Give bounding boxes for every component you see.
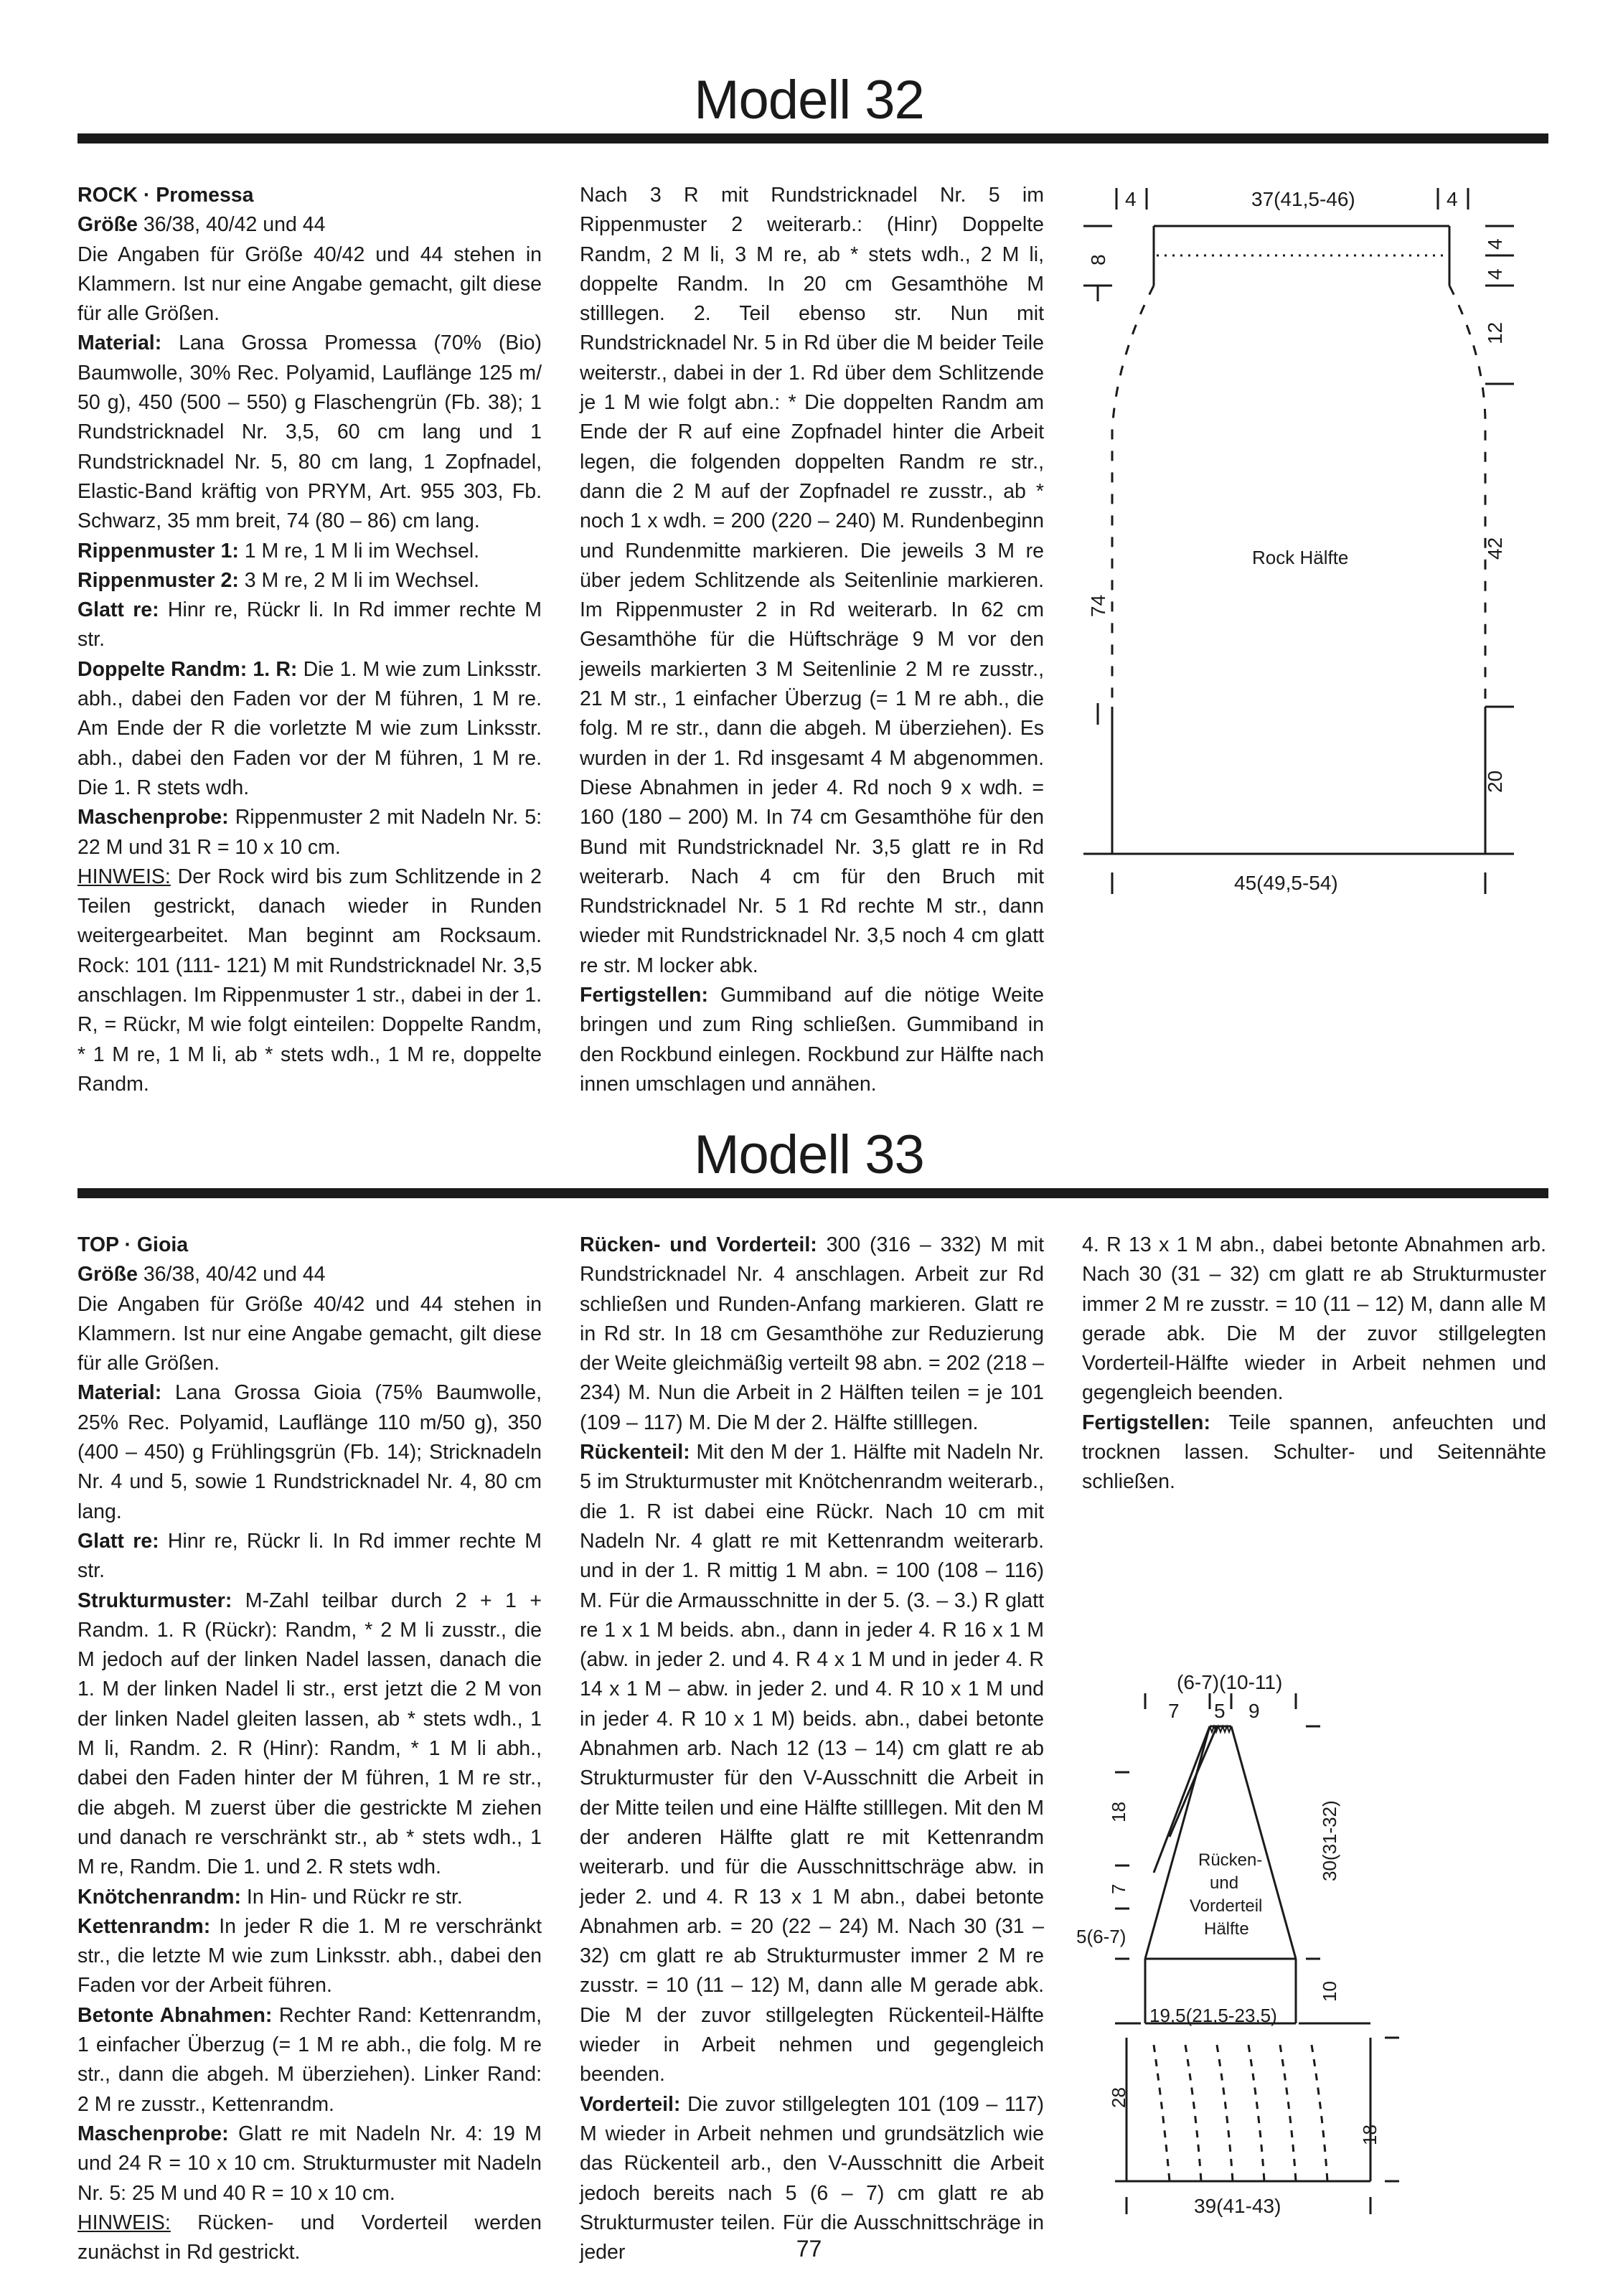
paragraph-text: 36/38, 40/42 und 44 bbox=[137, 213, 326, 237]
top-center-label-4: Hälfte bbox=[1204, 1919, 1249, 1939]
skirt-right-12-label: 12 bbox=[1484, 321, 1506, 344]
paragraph-text: Die 1. M wie zum Linksstr. abh., dabei den Faden vor der M führen, 1 M re. Am Ende der R die vorletzte M wie zum Linksstr. abh., dabei den Faden vor der M führen, 1 M re. Die 1. R stets wdh. bbox=[77, 657, 542, 799]
skirt-right-4b-label: 4 bbox=[1484, 268, 1506, 280]
bold-lead: Rücken- und Vorderteil: bbox=[580, 1233, 817, 1256]
skirt-top-right-label: 4 bbox=[1447, 188, 1458, 210]
model-32-rule bbox=[77, 133, 1548, 144]
paragraph-text: Die zuvor stillgelegten 101 (109 – 117) M wieder in Arbeit nehmen und grundsätzlich wie das Rückenteil arb., den V-Ausschnitt die Arbeit jedoch bereits nach 5 (6 – 7) cm glatt re ab Strukturmuster teilen. Für die Ausschnittschräge in jeder bbox=[580, 2092, 1044, 2264]
model-32-col-1-paragraph bbox=[77, 862, 542, 1099]
paragraph-text: 1 M re, 1 M li im Wechsel. bbox=[238, 539, 480, 563]
paragraph-text: Die Angaben für Größe 40/42 und 44 stehen in Klammern. Ist nur eine Angabe gemacht, gilt diese für alle Größen. bbox=[77, 1292, 542, 1375]
bold-lead: Rückenteil: bbox=[580, 1441, 690, 1464]
paragraph-text: 36/38, 40/42 und 44 bbox=[137, 1263, 326, 1286]
bold-lead: Maschenprobe: bbox=[77, 806, 229, 829]
paragraph-text: Hinr re, Rückr li. In Rd immer rechte M str. bbox=[77, 1529, 542, 1583]
top-mid-width-label: 19,5(21,5-23,5) bbox=[1149, 2005, 1277, 2026]
top-center-label-2: und bbox=[1210, 1873, 1239, 1893]
bold-lead: Material: bbox=[77, 1381, 162, 1405]
paragraph-text: Teile spannen, anfeuchten und trocknen lassen. Schulter- und Seitennähte schließen. bbox=[1082, 1411, 1546, 1494]
bold-lead: Strukturmuster: bbox=[77, 1589, 232, 1612]
model-33-col-1-paragraph bbox=[77, 2119, 542, 2208]
model-32-col-1-paragraph bbox=[77, 537, 542, 566]
top-top-9-label: 9 bbox=[1248, 1700, 1260, 1722]
model-32-col-2-paragraph bbox=[580, 981, 1044, 1099]
paragraph-text: Hinr re, Rückr li. In Rd immer rechte M str. bbox=[77, 598, 542, 651]
model-33-col-2-paragraph bbox=[580, 1438, 1044, 2090]
paragraph-text: In jeder R die 1. M re verschränkt str., die letzte M wie zum Linksstr. abh., dabei den Faden vor der Arbeit führen. bbox=[77, 1914, 542, 1998]
paragraph-text: Lana Grossa Promessa (70% (Bio) Baumwolle, 30% Rec. Polyamid, Lauflänge 125 m/ 50 g), 450 (500 – 550) g Flaschengrün (Fb. 38); 1 Rundstricknadel Nr. 3,5, 60 cm lang und 1 Rundstricknadel Nr. 5, 80 cm lang, 1 Zopfnadel, Elastic-Band kräftig von PRYM, Art. 955 303, Fb. Schwarz, 35 mm breit, 74 (80 – 86) cm lang. bbox=[77, 331, 542, 533]
underlined-lead: HINWEIS: bbox=[77, 865, 171, 888]
model-33-rule bbox=[77, 1188, 1548, 1198]
model-33-col-3-paragraph bbox=[1082, 1408, 1546, 1497]
top-left-18-label: 18 bbox=[1108, 1802, 1129, 1822]
skirt-right-20-label: 20 bbox=[1484, 770, 1506, 793]
model-32-col-1-paragraph bbox=[77, 596, 542, 655]
paragraph-text: Rücken- und Vorderteil werden zunächst in Rd gestrickt. bbox=[77, 2211, 542, 2264]
bold-lead: Glatt re: bbox=[77, 1529, 159, 1553]
model-32-col-1-paragraph bbox=[77, 240, 542, 329]
bold-lead: Glatt re: bbox=[77, 598, 159, 622]
bold-lead: Rippenmuster 1: bbox=[77, 539, 239, 563]
skirt-center-label: Rock Hälfte bbox=[1252, 547, 1349, 568]
top-left-7-label: 7 bbox=[1108, 1883, 1129, 1894]
top-right-18-label: 18 bbox=[1359, 2125, 1381, 2145]
bold-lead: Kettenrandm: bbox=[77, 1914, 211, 1938]
model-32-col-1-paragraph bbox=[77, 655, 542, 803]
bold-lead: TOP · Gioia bbox=[77, 1233, 189, 1256]
paragraph-text: Nach 3 R mit Rundstricknadel Nr. 5 im Rippenmuster 2 weiterarb.: (Hinr) Doppelte Randm, 2 M li, 3 M re, ab * stets wdh., 2 M li, doppelte Randm. In 20 cm Gesamthöhe M stilllegen. 2. Teil ebenso str. Nun mit Rundstricknadel Nr. 5 in Rd über die M beider Teile weiterstr., dabei in der 1. Rd über dem Schlitzende je 1 M wie folgt abn.: * Die doppelten Randm am Ende der R auf eine Zopfnadel hinter die Arbeit legen, die folgenden doppelten Randm re str., dann die 2 M auf der Zopfnadel re zusstr., ab * noch 1 x wdh. = 200 (220 – 240) M. Rundenbeginn und Rundenmitte markieren. Die jeweils 3 M re über jedem Schlitzende als Seitenlinie markieren. Im Rippenmuster 2 in Rd weiterarb. In 62 cm Gesamthöhe für die Hüftschräge 9 M vor den jeweils markierten 3 M Seitenlinie 2 M re zusstr., 21 M str., 1 einfacher Überzug (= 1 M re abh., die folg. M re str., dann die abgeh. M überziehen). Es wurden in der 1. Rd insgesamt 4 M abgenommen. Diese Abnahmen in jeder 4. Rd noch 9 x wdh. = 160 (180 – 200) M. In 74 cm Gesamthöhe für den Bund mit Rundstricknadel Nr. 3,5 glatt re in Rd weiterarb. Nach 4 cm für den Bruch mit Rundstricknadel Nr. 5 1 Rd rechte M str., dann wieder mit Rundstricknadel Nr. 3,5 noch 4 cm glatt re str. M locker abk. bbox=[580, 184, 1044, 977]
top-center-label-1: Rücken- bbox=[1198, 1850, 1263, 1870]
paragraph-text: In Hin- und Rückr re str. bbox=[241, 1885, 463, 1909]
top-right-10-label: 10 bbox=[1319, 1981, 1340, 2002]
skirt-bottom-width-label: 45(49,5-54) bbox=[1234, 872, 1338, 894]
skirt-top-left-label: 4 bbox=[1125, 188, 1137, 210]
skirt-schematic bbox=[1069, 179, 1528, 911]
skirt-top-width-label: 37(41,5-46) bbox=[1251, 188, 1355, 210]
top-schematic bbox=[1069, 1657, 1442, 2224]
top-top-7-label: 7 bbox=[1168, 1700, 1180, 1722]
bold-lead: Fertigstellen: bbox=[580, 984, 708, 1007]
model-32-title: Modell 32 bbox=[694, 70, 924, 131]
model-33-col-1-paragraph bbox=[77, 1912, 542, 2001]
model-33-title: Modell 33 bbox=[694, 1124, 924, 1185]
top-right-30-label: 30(31-32) bbox=[1319, 1800, 1340, 1881]
top-left-5-label: 5(6-7) bbox=[1076, 1926, 1127, 1947]
model-33-column-3 bbox=[1082, 1231, 1546, 1497]
paragraph-text: Mit den M der 1. Hälfte mit Nadeln Nr. 5 im Strukturmuster mit Knötchenrandm weiterarb., die 1. R ist dabei eine Rückr. Nach 10 cm mit Nadeln Nr. 4 glatt re mit Kettenrandm weiterarb. und in der 1. R mittig 1 M abn. = 100 (108 – 116) M. Für die Armausschnitte in der 5. (3. – 3.) R glatt re 1 x 1 M beids. abn., dann in jeder 4. R 16 x 1 M (abw. in jeder 2. und 4. R 4 x 1 M und in jeder 4. R 14 x 1 M – abw. in jeder 2. und 4. R 10 x 1 M und in jeder 4. R 10 x 1 M) beids. abn., dabei betonte Abnahmen arb. Nach 12 (13 – 14) cm glatt re ab Strukturmuster für den V-Ausschnitt die Arbeit in der Mitte teilen und eine Hälfte stilllegen. Mit den M der anderen Hälfte glatt re mit Kettenrandm weiterarb. und für die Ausschnittschräge abw. in jeder 2. und 4. R 13 x 1 M abn., dabei betonte Abnahmen arb. = 20 (22 – 24) M. Nach 30 (31 – 32) cm glatt re ab Strukturmuster immer 2 M re zusstr. = 10 (11 – 12) M, dann alle M gerade abk. Die M der zuvor stillgelegten Rückenteil-Hälfte wieder in Arbeit nehmen und gegengleich beenden. bbox=[580, 1441, 1044, 2086]
skirt-right-4a-label: 4 bbox=[1484, 238, 1506, 250]
model-32-column-2 bbox=[580, 181, 1044, 1099]
model-33-col-1-paragraph bbox=[77, 2001, 542, 2119]
skirt-left-8-label: 8 bbox=[1087, 254, 1109, 265]
bold-lead: Betonte Abnahmen: bbox=[77, 2003, 273, 2027]
paragraph-text: 3 M re, 2 M li im Wechsel. bbox=[238, 568, 480, 592]
paragraph-text: Lana Grossa Gioia (75% Baumwolle, 25% Rec. Polyamid, Lauflänge 110 m/50 g), 350 (400 – 450) g Frühlingsgrün (Fb. 14); Stricknadeln Nr. 4 und 5, sowie 1 Rundstricknadel Nr. 4, 80 cm lang. bbox=[77, 1381, 542, 1523]
bold-lead: Knötchenrandm: bbox=[77, 1885, 241, 1909]
top-bottom-width-label: 39(41-43) bbox=[1194, 2195, 1281, 2217]
model-32-column-1 bbox=[77, 181, 542, 1099]
model-32-col-1-paragraph bbox=[77, 210, 542, 240]
paragraph-text: 4. R 13 x 1 M abn., dabei betonte Abnahmen arb. Nach 30 (31 – 32) cm glatt re ab Strukturmuster immer 2 M re zusstr. = 10 (11 – 12) M, dann alle M gerade abk. Die M der zuvor stillgelegten Vorderteil-Hälfte wieder in Arbeit nehmen und gegengleich beenden. bbox=[1082, 1233, 1546, 1405]
bold-lead: Doppelte Randm: 1. R: bbox=[77, 657, 298, 681]
paragraph-text: Rippenmuster 2 mit Nadeln Nr. 5: 22 M und 31 R = 10 x 10 cm. bbox=[77, 806, 542, 859]
skirt-left-74-label: 74 bbox=[1087, 594, 1109, 617]
paragraph-text: M-Zahl teilbar durch 2 + 1 + Randm. 1. R (Rückr): Randm, * 2 M li zusstr., die M jedoch auf der linken Nadel lassen, danach die 1. M der linken Nadel li str., erst jetzt die 2 M von der linken Nadel gleiten lassen, ab * stets wdh., 1 M li, Randm. 2. R (Hinr): Randm, * 1 M li abh., dabei den Faden hinter der M führen, 1 M re str., die abgeh. M zuerst über die gestrickte M ziehen und danach re verschränkt str., ab * stets wdh., 1 M re, Randm. Die 1. und 2. R stets wdh. bbox=[77, 1589, 542, 1879]
bold-lead: Größe bbox=[77, 213, 138, 237]
bold-lead: Rippenmuster 2: bbox=[77, 568, 239, 592]
model-33-col-1-paragraph bbox=[77, 1378, 542, 1526]
paragraph-text: Glatt re mit Nadeln Nr. 4: 19 M und 24 R = 10 x 10 cm. Strukturmuster mit Nadeln Nr. 5: 25 M und 40 R = 10 x 10 cm. bbox=[77, 2122, 542, 2205]
model-33-col-1-paragraph bbox=[77, 1527, 542, 1586]
model-32-col-2-paragraph bbox=[580, 181, 1044, 981]
model-32-col-1-paragraph bbox=[77, 566, 542, 596]
model-33-col-1-paragraph bbox=[77, 1260, 542, 1289]
model-33-column-1 bbox=[77, 1231, 542, 2267]
paragraph-text: Die Angaben für Größe 40/42 und 44 stehen in Klammern. Ist nur eine Angabe gemacht, gilt diese für alle Größen. bbox=[77, 243, 542, 326]
model-32-col-1-paragraph bbox=[77, 329, 542, 536]
paragraph-text: Rechter Rand: Kettenrandm, 1 einfacher Überzug (= 1 M re abh., die folg. M re str., dann die abgeh. M überziehen). Linker Rand: 2 M re zusstr., Kettenrandm. bbox=[77, 2003, 542, 2116]
top-top-paren-label: (6-7)(10-11) bbox=[1177, 1671, 1283, 1693]
bold-lead: Größe bbox=[77, 1263, 138, 1286]
paragraph-text: Gummiband auf die nötige Weite bringen und zum Ring schließen. Gummiband in den Rockbund einlegen. Rockbund zur Hälfte nach innen umschlagen und annähen. bbox=[580, 984, 1044, 1096]
top-center-label-3: Vorderteil bbox=[1190, 1896, 1263, 1916]
top-left-28-label: 28 bbox=[1108, 2087, 1129, 2108]
top-top-5-label: 5 bbox=[1214, 1700, 1226, 1722]
model-32-col-1-paragraph bbox=[77, 181, 542, 210]
model-33-col-1-paragraph bbox=[77, 1231, 542, 1260]
bold-lead: Material: bbox=[77, 331, 162, 355]
underlined-lead: HINWEIS: bbox=[77, 2211, 171, 2234]
bold-lead: Vorderteil: bbox=[580, 2092, 681, 2116]
paragraph-text: 300 (316 – 332) M mit Rundstricknadel Nr. 4 anschlagen. Arbeit zur Rd schließen und Runden-Anfang markieren. Glatt re in Rd str. In 18 cm Gesamthöhe zur Reduzierung der Weite gleichmäßig verteilt 98 abn. = 202 (218 – 234) M. Nun die Arbeit in 2 Hälften teilen = je 101 (109 – 117) M. Die M der 2. Hälfte stilllegen. bbox=[580, 1233, 1044, 1434]
bold-lead: Fertigstellen: bbox=[1082, 1411, 1210, 1434]
model-33-col-1-paragraph bbox=[77, 1586, 542, 1883]
model-33-col-1-paragraph bbox=[77, 1290, 542, 1379]
model-33-column-2 bbox=[580, 1231, 1044, 2267]
model-33-col-3-paragraph bbox=[1082, 1231, 1546, 1408]
model-33-col-2-paragraph bbox=[580, 1231, 1044, 1438]
model-32-col-1-paragraph bbox=[77, 803, 542, 862]
paragraph-text: Der Rock wird bis zum Schlitzende in 2 Teilen gestrickt, danach wieder in Runden weitergearbeitet. Man beginnt am Rocksaum. Rock: 101 (111- 121) M mit Rundstricknadel Nr. 3,5 anschlagen. Im Rippenmuster 1 str., dabei in der 1. R, = Rückr, M wie folgt einteilen: Doppelte Randm, * 1 M re, 1 M li, ab * stets wdh., 1 M re, doppelte Randm. bbox=[77, 865, 542, 1096]
page-number: 77 bbox=[796, 2236, 822, 2262]
skirt-right-42-label: 42 bbox=[1484, 537, 1506, 560]
bold-lead: ROCK · Promessa bbox=[77, 184, 254, 207]
model-33-col-1-paragraph bbox=[77, 1883, 542, 1912]
bold-lead: Maschenprobe: bbox=[77, 2122, 229, 2145]
